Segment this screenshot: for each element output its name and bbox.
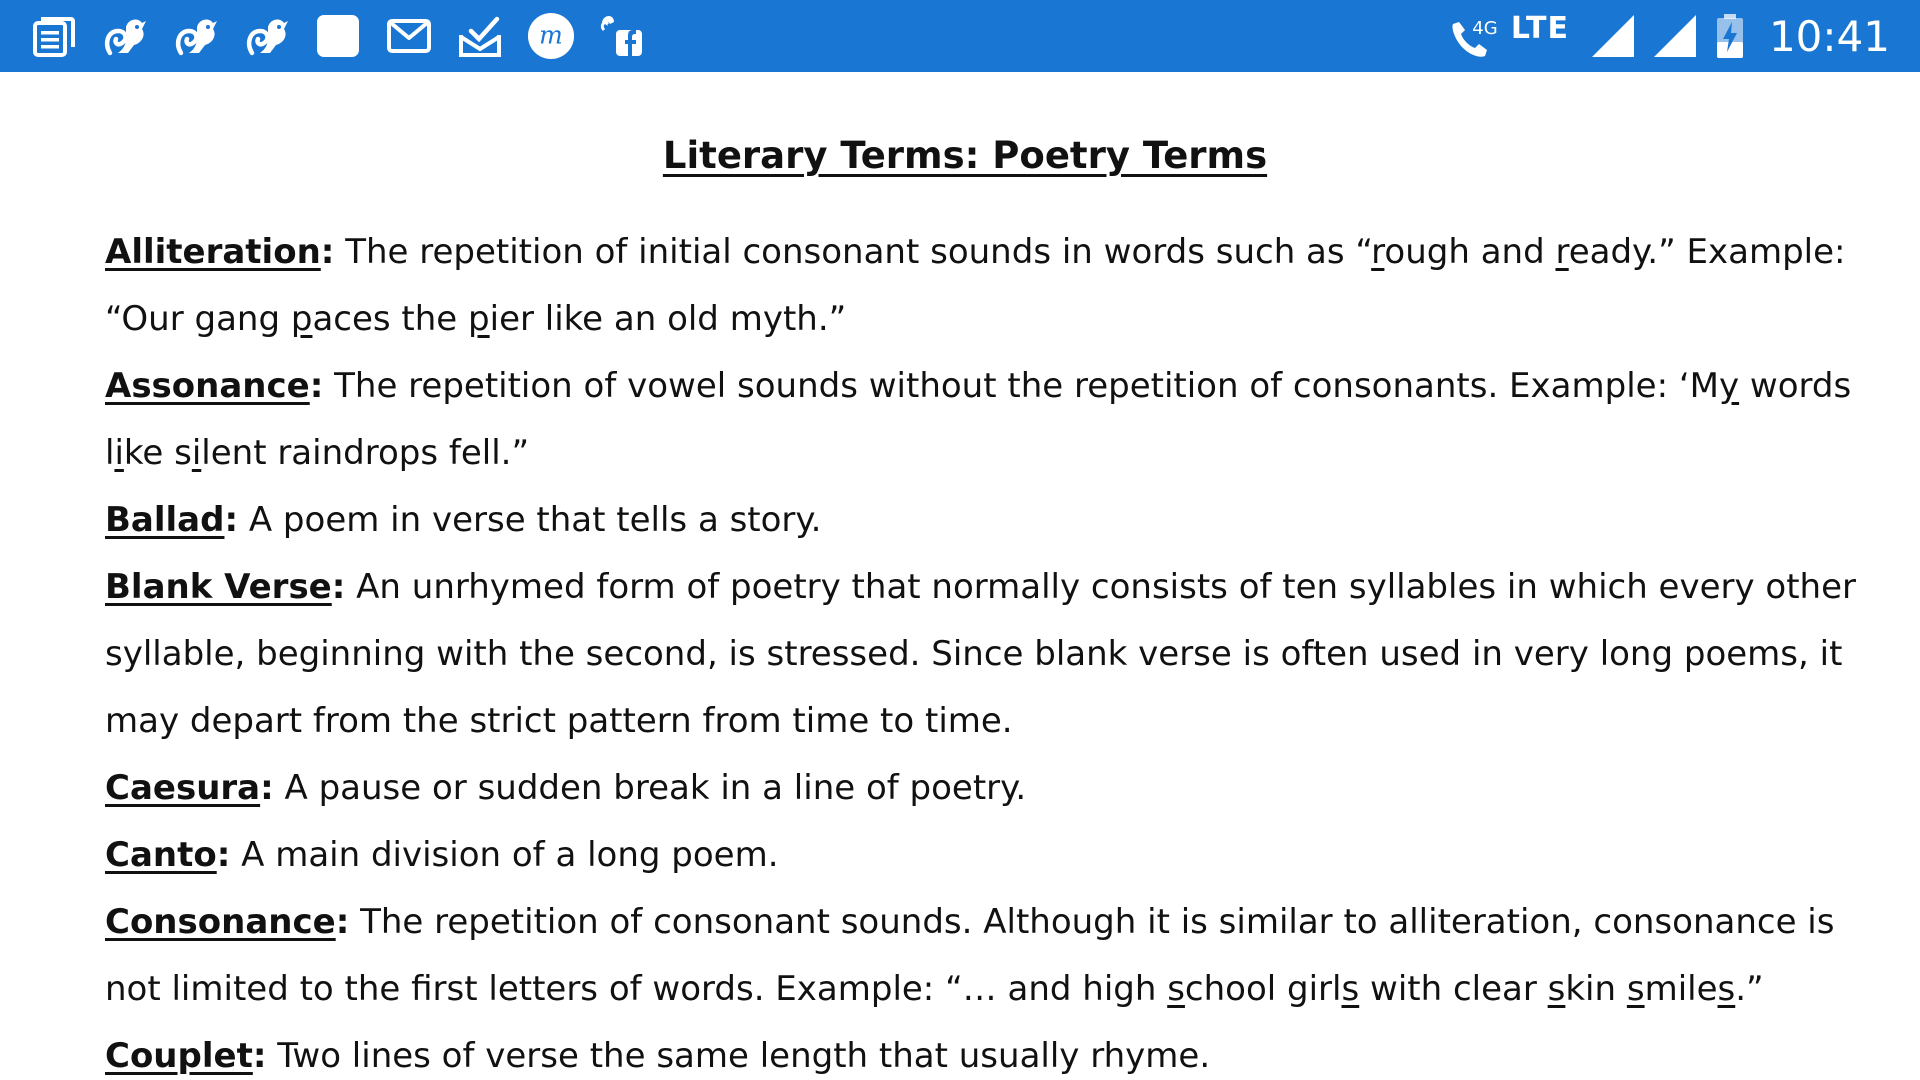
definition-text: aces the xyxy=(312,299,469,339)
underlined-letter: s xyxy=(1167,969,1185,1009)
definition-text: l xyxy=(105,433,115,473)
battery-charging-icon xyxy=(1713,12,1747,60)
entry-caesura xyxy=(105,768,1825,809)
underlined-letter: s xyxy=(1717,969,1736,1009)
entry-alliteration-example xyxy=(105,299,1825,340)
term-colon: : xyxy=(335,902,350,942)
signal-strength-icon xyxy=(1589,12,1637,60)
definition-text: syllable, beginning with the second, is stressed. Since blank verse is often used in very long poems, it xyxy=(105,634,1843,674)
definition-text: chool girl xyxy=(1184,969,1342,1009)
definition-text: lent raindrops fell.” xyxy=(201,433,530,473)
news-feed-icon xyxy=(30,12,78,60)
entry-blank-verse-cont xyxy=(105,634,1843,675)
entry-consonance-example xyxy=(105,969,1825,1010)
network-label: LTE xyxy=(1510,10,1569,46)
definition-text: A main division of a long poem. xyxy=(230,835,779,875)
entry-ballad xyxy=(105,500,1825,541)
definition-text: eady.” Example: xyxy=(1568,232,1846,272)
definition-text: may depart from the strict pattern from time to time. xyxy=(105,701,1013,741)
entry-assonance xyxy=(105,366,1852,407)
term-colon: : xyxy=(224,500,239,540)
definition-text: An unrhymed form of poetry that normally consists of ten syllables in which every other xyxy=(345,567,1857,607)
svg-text:m: m xyxy=(539,20,563,50)
term-colon: : xyxy=(331,567,346,607)
entry-alliteration xyxy=(105,232,1846,273)
gmail-icon xyxy=(385,12,433,60)
signal-strength-icon xyxy=(1651,12,1699,60)
definition-text: A poem in verse that tells a story. xyxy=(238,500,822,540)
status-clock: 10:41 xyxy=(1768,11,1890,61)
definition-text: kin xyxy=(1565,969,1627,1009)
definition-text: not limited to the first letters of words. Example: “… and high xyxy=(105,969,1168,1009)
volte-phone-icon xyxy=(1445,12,1505,60)
definition-text: “Our gang xyxy=(105,299,291,339)
definition-text: ier like an old myth.” xyxy=(489,299,847,339)
definition-text: Two lines of verse the same length that usually rhyme. xyxy=(266,1036,1211,1076)
underlined-letter: p xyxy=(468,299,490,339)
entry-couplet xyxy=(105,1036,1825,1077)
term-label: Consonance xyxy=(105,902,336,942)
notification-icons xyxy=(30,0,669,72)
definition-text: The repetition of vowel sounds without the repetition of consonants. Example: ‘M xyxy=(323,366,1719,406)
term-colon: : xyxy=(216,835,231,875)
definition-text: .” xyxy=(1735,969,1764,1009)
term-colon: : xyxy=(252,1036,267,1076)
document-page xyxy=(0,72,1920,1080)
term-label: Blank Verse xyxy=(105,567,332,607)
term-colon: : xyxy=(309,366,324,406)
messenger-m-icon xyxy=(527,12,575,60)
underlined-letter: s xyxy=(1341,969,1360,1009)
underlined-letter: i xyxy=(191,433,202,473)
entry-blank-verse xyxy=(105,567,1857,608)
document-title: Literary Terms: Poetry Terms xyxy=(662,134,1268,177)
entry-assonance-example xyxy=(105,433,1825,474)
definition-text: ough and xyxy=(1384,232,1556,272)
term-label: Alliteration xyxy=(105,232,321,272)
underlined-letter: i xyxy=(114,433,124,473)
term-label: Caesura xyxy=(105,768,261,808)
inbox-download-icon xyxy=(456,12,504,60)
blank-app-icon xyxy=(314,12,362,60)
entry-canto xyxy=(105,835,1825,876)
definition-text: The repetition of initial consonant sounds in words such as “ xyxy=(334,232,1372,272)
system-status xyxy=(1445,0,1890,72)
definition-text: The repetition of consonant sounds. Although it is similar to alliteration, consonance is xyxy=(349,902,1835,942)
uc-browser-squirrel-icon xyxy=(101,12,149,60)
entry-consonance xyxy=(105,902,1835,943)
term-label: Ballad xyxy=(105,500,225,540)
uc-browser-squirrel-icon xyxy=(172,12,220,60)
definition-text: A pause or sudden break in a line of poetry. xyxy=(273,768,1027,808)
term-label: Assonance xyxy=(105,366,310,406)
underlined-letter: r xyxy=(1371,232,1385,272)
definition-text: ke s xyxy=(123,433,192,473)
entry-blank-verse-cont xyxy=(105,701,1825,742)
underlined-letter: p xyxy=(290,299,313,339)
underlined-letter: s xyxy=(1626,969,1645,1009)
definition-text: mile xyxy=(1644,969,1718,1009)
underlined-letter: s xyxy=(1547,969,1566,1009)
status-bar xyxy=(0,0,1920,72)
term-label: Couplet xyxy=(105,1036,253,1076)
definition-text: with clear xyxy=(1359,969,1548,1009)
underlined-letter: r xyxy=(1555,232,1569,272)
definition-text: words xyxy=(1739,366,1852,406)
term-label: Canto xyxy=(105,835,217,875)
uc-browser-squirrel-icon xyxy=(243,12,291,60)
network-badge: 4G xyxy=(1472,18,1498,39)
term-colon: : xyxy=(260,768,274,808)
underlined-letter: y xyxy=(1718,366,1740,406)
facebook-uc-icon xyxy=(598,12,646,60)
term-colon: : xyxy=(320,232,335,272)
